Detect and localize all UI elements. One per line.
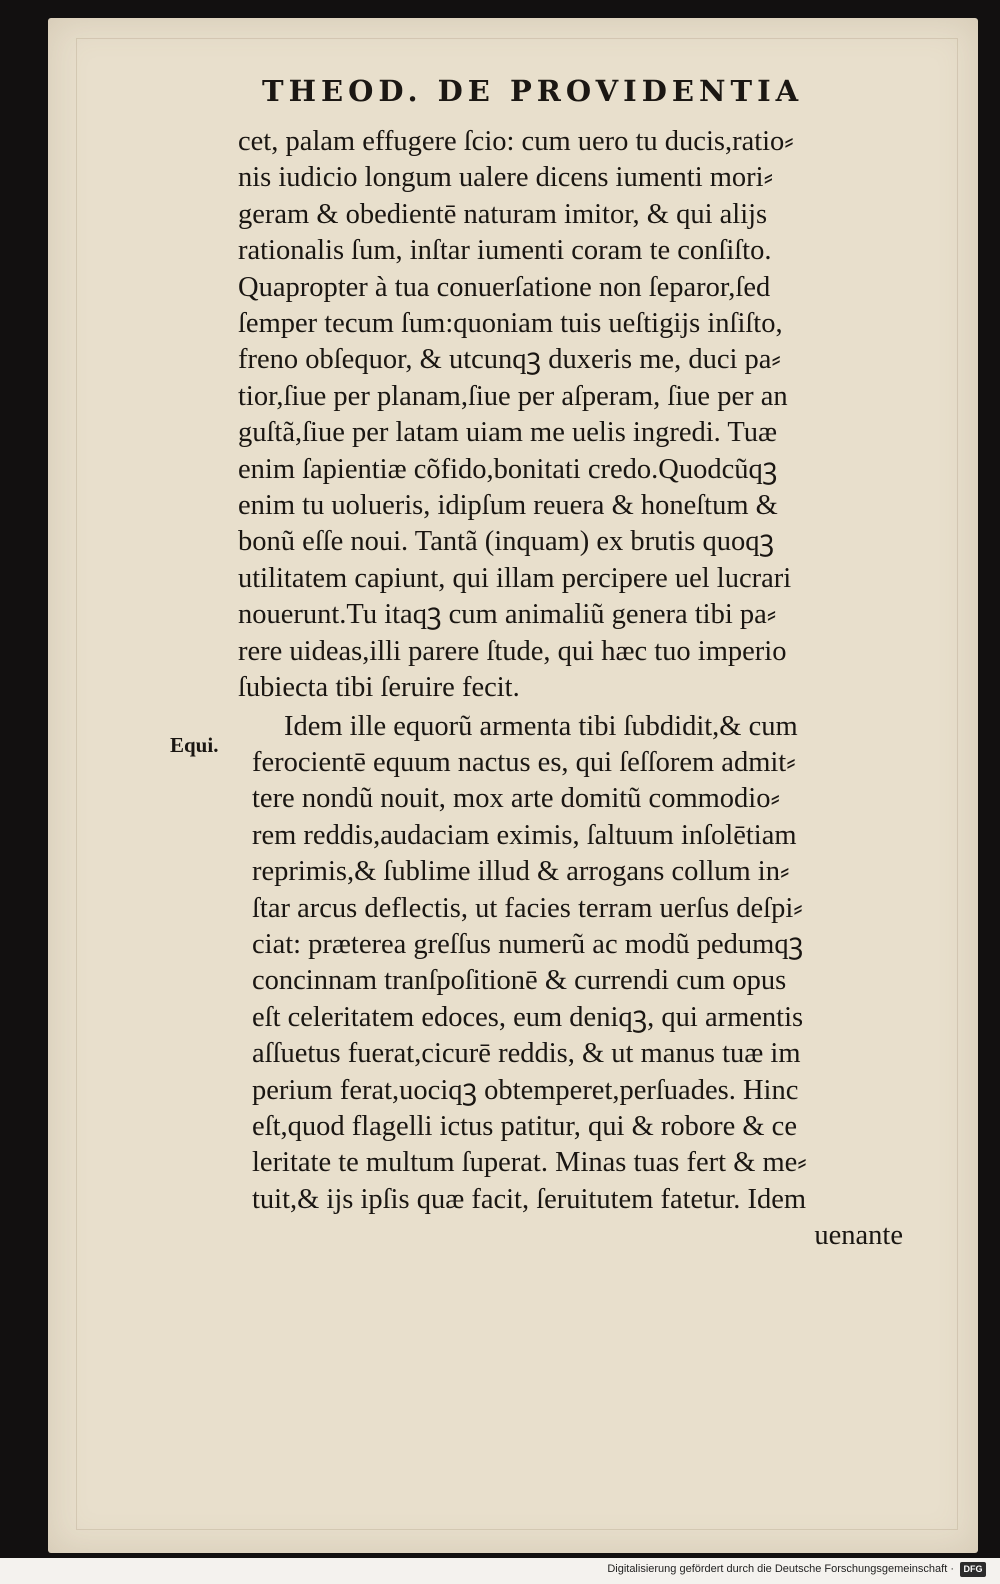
running-head: THEOD. DE PROVIDENTIA xyxy=(262,74,804,108)
text-line: ferocientē equum nactus es, qui ſeſſorem admit⸗ xyxy=(252,746,796,778)
marginal-note: Equi. xyxy=(170,733,219,757)
text-line: aſſuetus fuerat,cicurē reddis, & ut manus tuæ im xyxy=(252,1038,801,1070)
text-line: bonũ eſſe noui. Tantã (inquam) ex brutis quoqꝫ xyxy=(238,526,775,558)
text-line: perium ferat,uociqꝫ obtemperet,perſuades. Hinc xyxy=(252,1074,799,1106)
text-line: rem reddis,audaciam eximis, ſaltuum inſolētiam xyxy=(252,819,797,851)
footer-credit: Digitalisierung gefördert durch die Deutsche Forschungsgemeinschaft · xyxy=(607,1563,954,1575)
footer-bar xyxy=(0,1558,1000,1584)
text-line: ſtar arcus deflectis, ut facies terram uerſus deſpi⸗ xyxy=(252,892,803,924)
text-line: ciat: præterea greſſus numerũ ac modũ pedumqꝫ xyxy=(252,928,804,960)
text-line: geram & obedientē naturam imitor, & qui alijs xyxy=(238,198,768,230)
text-line: cet, palam effugere ſcio: cum uero tu ducis,ratio⸗ xyxy=(238,126,794,157)
text-line: rere uideas,illi parere ſtude, qui hæc tuo imperio xyxy=(238,635,787,667)
text-line: eſt,quod flagelli ictus patitur, qui & robore & ce xyxy=(252,1110,797,1142)
text-line: freno obſequor, & utcunqꝫ duxeris me, duci pa⸗ xyxy=(238,344,781,376)
text-line: nouerunt.Tu itaqꝫ cum animaliũ genera tibi pa⸗ xyxy=(238,599,777,631)
text-line: ſemper tecum ſum:quoniam tuis ueſtigijs inſiſto, xyxy=(238,308,783,340)
text-line: nis iudicio longum ualere dicens iumenti mori⸗ xyxy=(238,162,774,194)
text-line: eſt celeritatem edoces, eum deniqꝫ, qui armentis xyxy=(252,1001,804,1033)
text-line: tere nondũ nouit, mox arte domitũ commodio⸗ xyxy=(252,783,780,815)
text-line: rationalis ſum, inſtar iumenti coram te conſiſto. xyxy=(238,235,772,267)
text-line: enim tu uolueris, idipſum reuera & honeſtum & xyxy=(238,490,778,522)
text-line: ſubiecta tibi ſeruire fecit. xyxy=(238,672,520,704)
text-line: enim ſapientiæ cõfido,bonitati credo.Quodcũqꝫ xyxy=(238,453,778,485)
text-line: leritate te multum ſuperat. Minas tuas fert & me⸗ xyxy=(252,1147,807,1179)
body-text xyxy=(238,124,903,1255)
text-line: Idem ille equorũ armenta tibi ſubdidit,& cum xyxy=(284,710,798,742)
text-line: guſtã,ſiue per latam uiam me uelis ingredi. Tuæ xyxy=(238,417,778,449)
text-line: reprimis,& ſublime illud & arrogans collum in⸗ xyxy=(252,856,790,888)
catchword: uenante xyxy=(814,1220,903,1252)
text-line: concinnam tranſpoſitionē & currendi cum opus xyxy=(252,965,787,997)
text-line: Quapropter à tua conuerſatione non ſeparor,ſed xyxy=(238,271,771,303)
text-line: tior,ſiue per planam,ſiue per aſperam, ſiue per an xyxy=(238,380,788,412)
text-line: tuit,& ijs ipſis quæ facit, ſeruitutem fatetur. Idem xyxy=(252,1183,807,1215)
text-line: utilitatem capiunt, qui illam percipere uel lucrari xyxy=(238,562,792,594)
dfg-logo-icon: DFG xyxy=(960,1562,986,1577)
